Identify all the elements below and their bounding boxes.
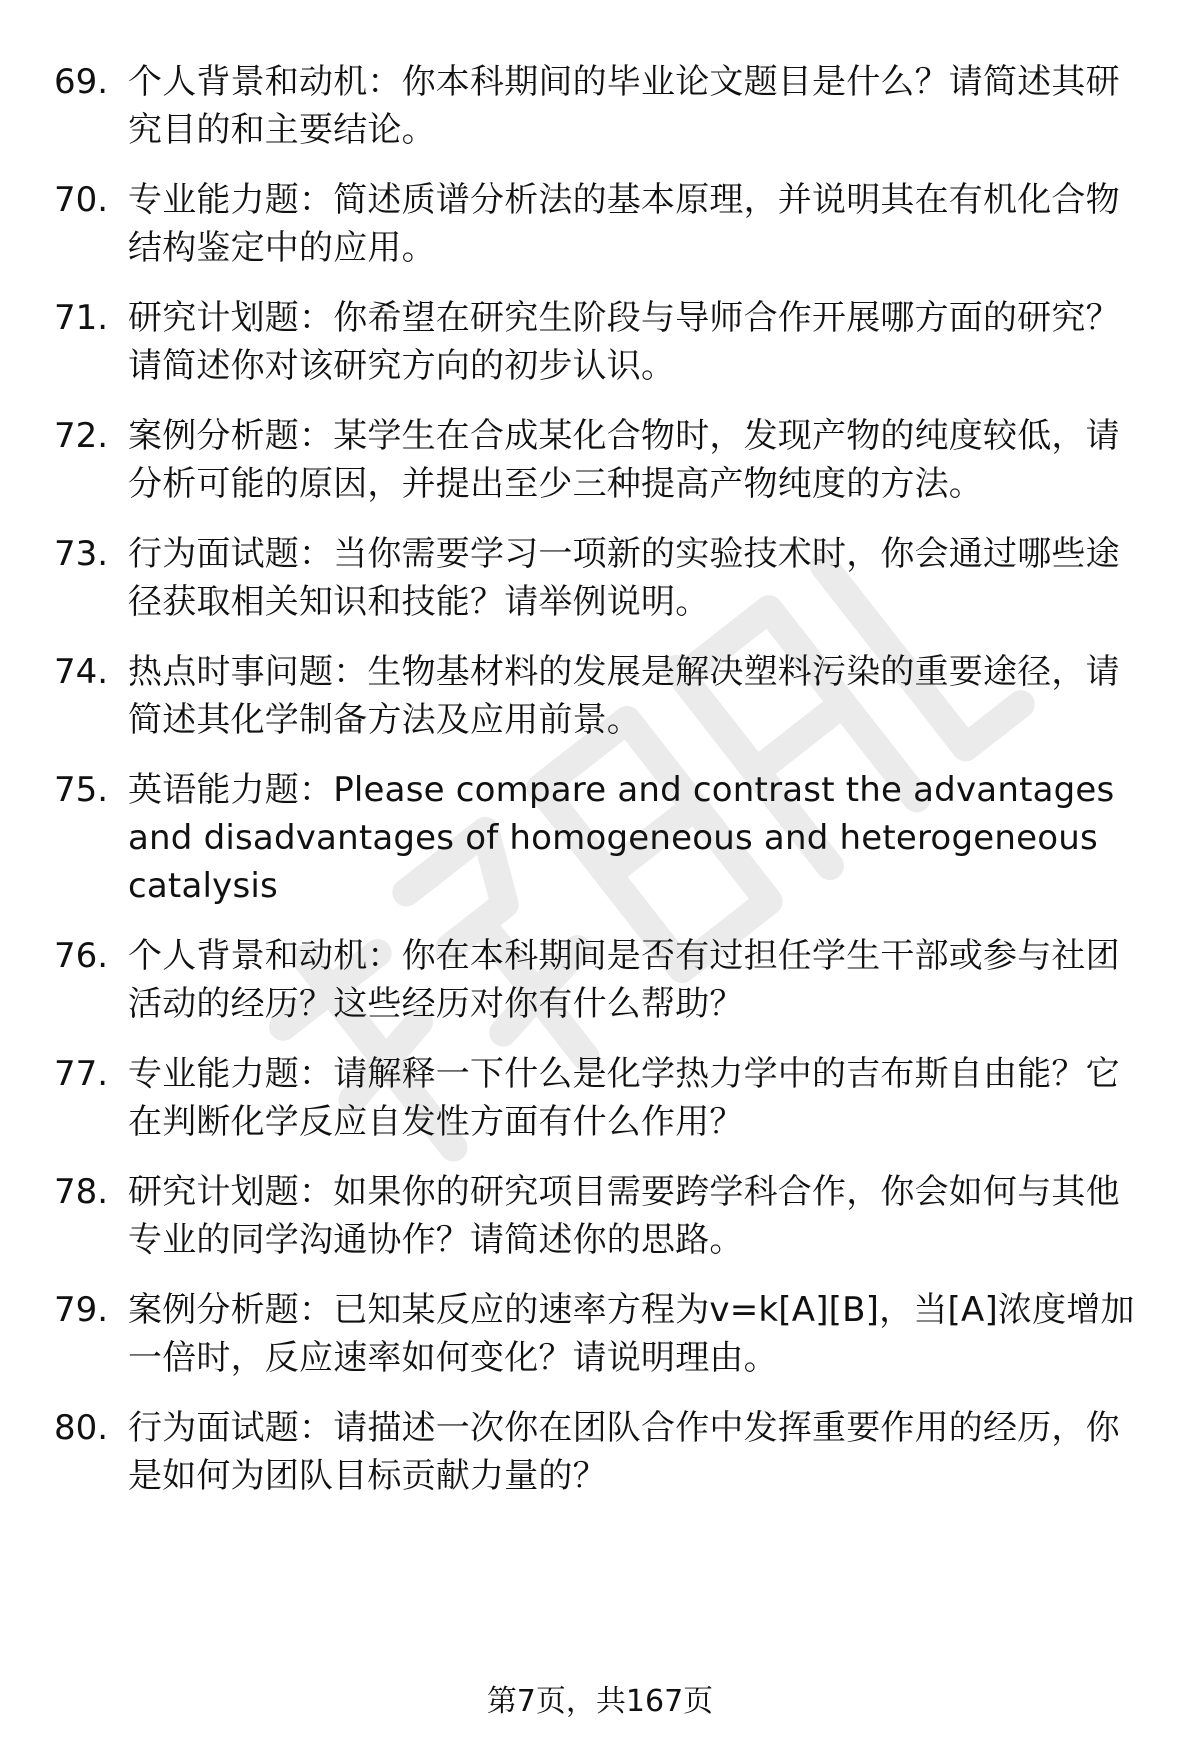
question-item xyxy=(0,648,1200,744)
question-number: 78. xyxy=(54,1172,109,1212)
question-item xyxy=(0,766,1200,910)
question-text: 案例分析题：某学生在合成某化合物时，发现产物的纯度较低，请分析可能的原因，并提出至少三种提高产物纯度的方法。 xyxy=(128,416,1120,504)
page-number-footer: 第7页，共167页 xyxy=(486,1684,714,1719)
question-item xyxy=(0,530,1200,626)
question-text: 案例分析题：已知某反应的速率方程为v=k[A][B]，当[A]浓度增加一倍时，反应速率如何变化？请说明理由。 xyxy=(128,1290,1135,1378)
question-text: 热点时事问题：生物基材料的发展是解决塑料污染的重要途径，请简述其化学制备方法及应用前景。 xyxy=(128,652,1120,740)
question-text: 英语能力题：Please compare and contrast the advantages and disadvantages of homogeneous and heterogeneous catalysis xyxy=(128,770,1115,906)
question-number: 72. xyxy=(54,416,109,456)
question-text: 研究计划题：如果你的研究项目需要跨学科合作，你会如何与其他专业的同学沟通协作？请简述你的思路。 xyxy=(128,1172,1120,1260)
question-number: 74. xyxy=(54,652,109,692)
question-number: 71. xyxy=(54,298,109,338)
question-item xyxy=(0,176,1200,272)
question-number: 77. xyxy=(54,1054,109,1094)
question-item xyxy=(0,58,1200,154)
question-number: 69. xyxy=(54,62,109,102)
question-number: 79. xyxy=(54,1290,109,1330)
question-item xyxy=(0,412,1200,508)
question-item xyxy=(0,1050,1200,1146)
question-text: 研究计划题：你希望在研究生阶段与导师合作开展哪方面的研究？请简述你对该研究方向的初步认识。 xyxy=(128,298,1120,386)
question-number: 76. xyxy=(54,936,109,976)
question-number: 80. xyxy=(54,1408,109,1448)
question-number: 73. xyxy=(54,534,109,574)
question-number: 70. xyxy=(54,180,109,220)
question-item xyxy=(0,932,1200,1028)
question-text: 专业能力题：请解释一下什么是化学热力学中的吉布斯自由能？它在判断化学反应自发性方面有什么作用？ xyxy=(128,1054,1120,1142)
question-item xyxy=(0,1404,1200,1500)
question-text: 行为面试题：当你需要学习一项新的实验技术时，你会通过哪些途径获取相关知识和技能？请举例说明。 xyxy=(128,534,1120,622)
question-number: 75. xyxy=(54,770,109,810)
question-item xyxy=(0,294,1200,390)
question-text: 行为面试题：请描述一次你在团队合作中发挥重要作用的经历，你是如何为团队目标贡献力量的？ xyxy=(128,1408,1120,1496)
question-list xyxy=(0,58,1200,1522)
question-text: 个人背景和动机：你本科期间的毕业论文题目是什么？请简述其研究目的和主要结论。 xyxy=(128,62,1120,150)
question-text: 个人背景和动机：你在本科期间是否有过担任学生干部或参与社团活动的经历？这些经历对你有什么帮助？ xyxy=(128,936,1120,1024)
question-item xyxy=(0,1286,1200,1382)
question-text: 专业能力题：简述质谱分析法的基本原理，并说明其在有机化合物结构鉴定中的应用。 xyxy=(128,180,1120,268)
question-item xyxy=(0,1168,1200,1264)
